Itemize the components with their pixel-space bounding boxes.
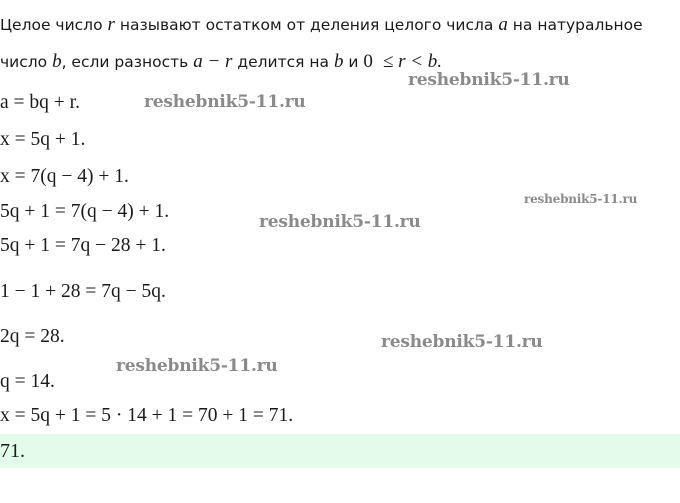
equation-line: x = 5q + 1 = 5 · 14 + 1 = 70 + 1 = 71. [0, 405, 294, 426]
equation-line: 1 − 1 + 28 = 7q − 5q. [0, 281, 166, 302]
equation-line: x = 5q + 1. [0, 129, 86, 150]
math-var-b: b [333, 51, 344, 72]
definition-text: число [0, 53, 53, 71]
watermark: reshebnik5-11.ru [144, 92, 306, 112]
equation-line: x = 7(q − 4) + 1. [0, 166, 129, 187]
definition-text: на натуральное [507, 16, 643, 34]
answer-value: 71. [0, 440, 25, 462]
math-expression: a − r [193, 51, 233, 72]
definition-line-2 [0, 51, 442, 73]
equation-line: 5q + 1 = 7(q − 4) + 1. [0, 201, 170, 222]
equation-line: 2q = 28. [0, 326, 65, 347]
watermark: reshebnik5-11.ru [116, 356, 278, 376]
math-var-b: b [52, 51, 62, 72]
watermark: reshebnik5-11.ru [381, 332, 543, 352]
definition-line-1 [0, 14, 643, 36]
watermark: reshebnik5-11.ru [259, 212, 421, 232]
math-var-r: r [107, 14, 115, 35]
math-var-a: a [498, 14, 508, 35]
equation-line: q = 14. [0, 371, 55, 392]
watermark: reshebnik5-11.ru [408, 70, 570, 90]
definition-text: называют остатком от деления целого числа [114, 16, 499, 34]
answer-box [0, 434, 680, 468]
definition-text: делится на [232, 53, 334, 71]
math-number: 0 [363, 51, 373, 72]
definition-text: и [343, 53, 364, 71]
equation-line: a = bq + r. [0, 92, 80, 113]
watermark: reshebnik5-11.ru [524, 192, 638, 206]
definition-text: Целое число [0, 16, 108, 34]
equation-line: 5q + 1 = 7q − 28 + 1. [0, 235, 166, 256]
math-inequality: ≤ r < b. [382, 51, 443, 72]
definition-text: , если разность [61, 53, 194, 71]
